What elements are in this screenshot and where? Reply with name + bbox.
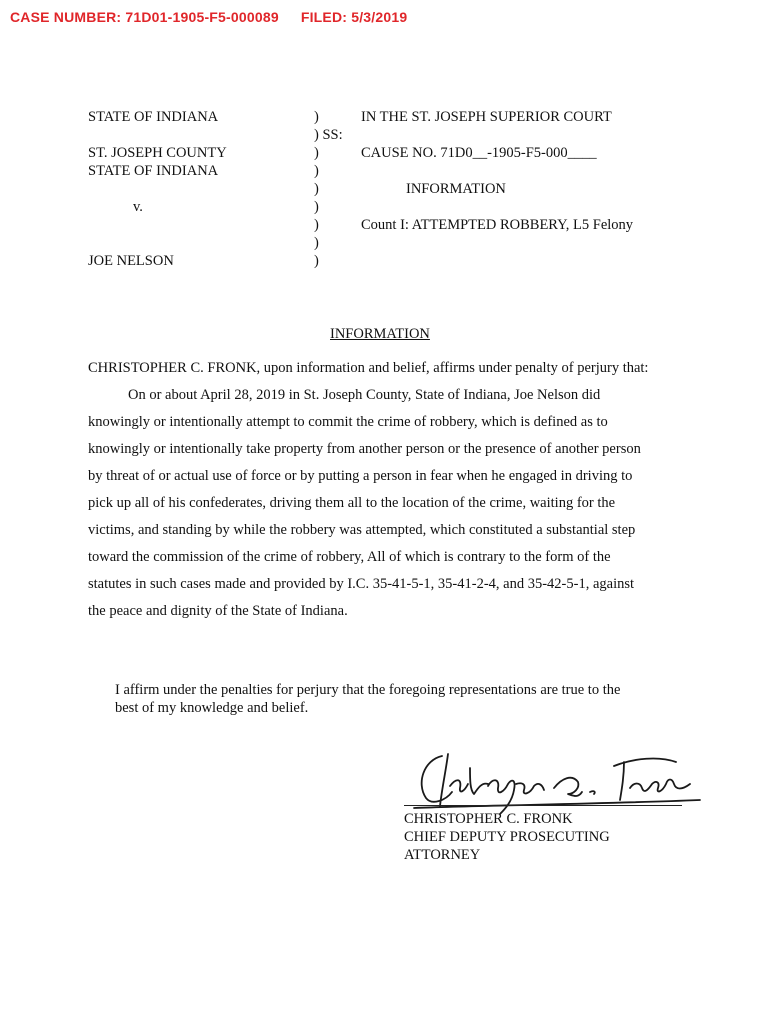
body-line: statutes in such cases made and provided by I.C. 35-41-5-1, 35-41-2-4, and 35-42-5-1, against (88, 576, 635, 592)
caption-paren: ) (314, 181, 319, 197)
caption-paren: ) (314, 163, 319, 179)
caption-state-2: STATE OF INDIANA (88, 163, 219, 179)
signature-line (404, 805, 682, 806)
signer-name: CHRISTOPHER C. FRONK (404, 811, 573, 827)
information-body (88, 355, 688, 625)
affirmation-line: I affirm under the penalties for perjury that the foregoing representations are true to the (115, 682, 621, 698)
body-line: victims, and standing by while the robbery was attempted, which constituted a substantial step (88, 522, 636, 538)
caption-paren: ) (314, 199, 319, 215)
body-line: knowingly or intentionally attempt to commit the crime of robbery, which is defined as to (88, 414, 608, 430)
signer-title: CHIEF DEPUTY PROSECUTING (404, 829, 610, 845)
body-line: On or about April 28, 2019 in St. Joseph County, State of Indiana, Joe Nelson did (128, 387, 601, 403)
affirmation-line: best of my knowledge and belief. (115, 700, 309, 716)
caption-defendant: JOE NELSON (88, 253, 174, 269)
caption-ss: ) SS: (314, 127, 343, 143)
caption-state-1: STATE OF INDIANA (88, 109, 219, 125)
signer-title: ATTORNEY (404, 847, 481, 863)
body-line: by threat of or actual use of force or by putting a person in fear when he engaged in driving to (88, 468, 633, 484)
body-line: toward the commission of the crime of robbery, All of which is contrary to the form of the (88, 549, 611, 565)
filed-date: FILED: 5/3/2019 (300, 9, 408, 25)
body-line: the peace and dignity of the State of Indiana. (88, 603, 348, 619)
caption-versus: v. (133, 199, 143, 215)
body-line: CHRISTOPHER C. FRONK, upon information and belief, affirms under penalty of perjury that: (88, 360, 649, 376)
body-line: knowingly or intentionally take property from another person or the presence of another person (88, 441, 641, 457)
document-title: INFORMATION (330, 326, 430, 342)
caption-information: INFORMATION (406, 181, 506, 197)
caption-paren: ) (314, 217, 319, 233)
court-name: IN THE ST. JOSEPH SUPERIOR COURT (361, 109, 612, 125)
affirmation (115, 681, 620, 717)
case-number: CASE NUMBER: 71D01-1905-F5-000089 (10, 9, 279, 25)
caption-paren: ) (314, 253, 319, 269)
caption-paren: ) (314, 109, 319, 125)
count-charge: Count I: ATTEMPTED ROBBERY, L5 Felony (361, 217, 634, 233)
handwritten-signature (404, 748, 704, 818)
caption-paren: ) (314, 235, 319, 251)
caption-paren: ) (314, 145, 319, 161)
body-line: pick up all of his confederates, driving them all to the location of the crime, waiting for the (88, 495, 616, 511)
cause-number: CAUSE NO. 71D0__-1905-F5-000____ (361, 145, 597, 161)
filing-stamp (10, 9, 407, 25)
caption-county: ST. JOSEPH COUNTY (88, 145, 227, 161)
